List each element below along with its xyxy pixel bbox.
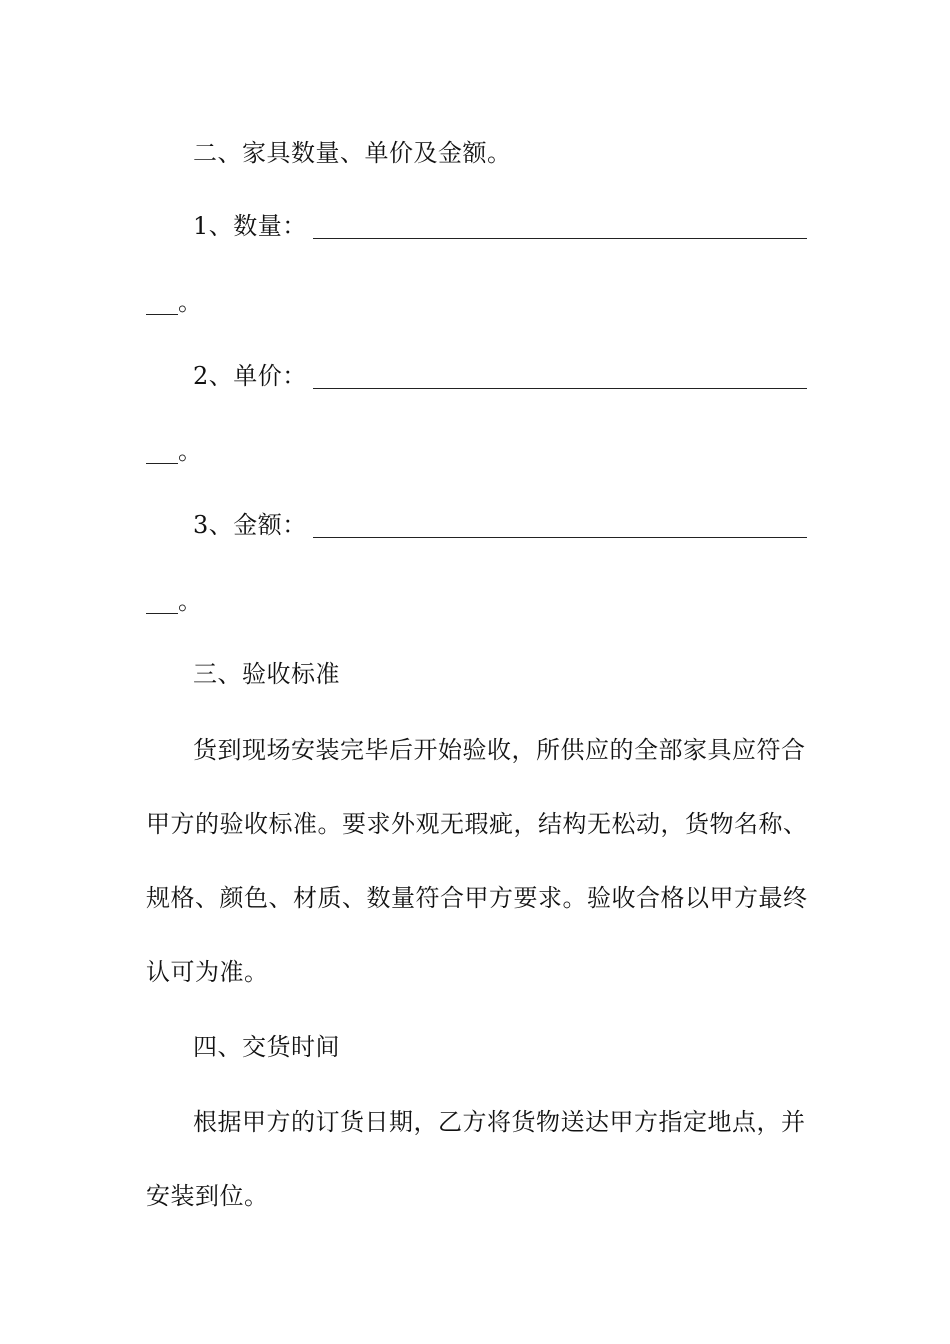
unit-price-blank[interactable]: [313, 366, 807, 389]
paragraph-line: 甲方的验收标准。要求外观无瑕疵，结构无松动，货物名称、: [146, 810, 808, 838]
amount-period: 。: [178, 587, 202, 615]
unit-price-row: [193, 360, 807, 392]
paragraph-line: 货到现场安装完毕后开始验收，所供应的全部家具应符合: [193, 736, 806, 764]
amount-label: 3、金额：: [193, 511, 307, 539]
quantity-blank-end[interactable]: [146, 292, 178, 315]
section-3-heading: 三、验收标准: [193, 660, 340, 688]
paragraph-line: 根据甲方的订货日期，乙方将货物送达甲方指定地点，并: [193, 1108, 806, 1136]
quantity-row: [193, 210, 807, 242]
quantity-label: 1、数量：: [193, 212, 307, 240]
amount-continuation: [146, 585, 202, 617]
quantity-period: 。: [178, 288, 202, 316]
section-2-heading: 二、家具数量、单价及金额。: [193, 139, 512, 167]
quantity-blank[interactable]: [313, 216, 807, 239]
paragraph-line: 规格、颜色、材质、数量符合甲方要求。验收合格以甲方最终: [146, 884, 808, 912]
amount-blank[interactable]: [313, 515, 807, 538]
unit-price-continuation: [146, 435, 202, 467]
unit-price-label: 2、单价：: [193, 362, 307, 390]
amount-row: [193, 509, 807, 541]
unit-price-period: 。: [178, 437, 202, 465]
paragraph-line: 安装到位。: [146, 1182, 269, 1210]
quantity-continuation: [146, 286, 202, 318]
amount-blank-end[interactable]: [146, 591, 178, 614]
section-4-heading: 四、交货时间: [193, 1033, 340, 1061]
paragraph-line: 认可为准。: [146, 958, 269, 986]
unit-price-blank-end[interactable]: [146, 441, 178, 464]
